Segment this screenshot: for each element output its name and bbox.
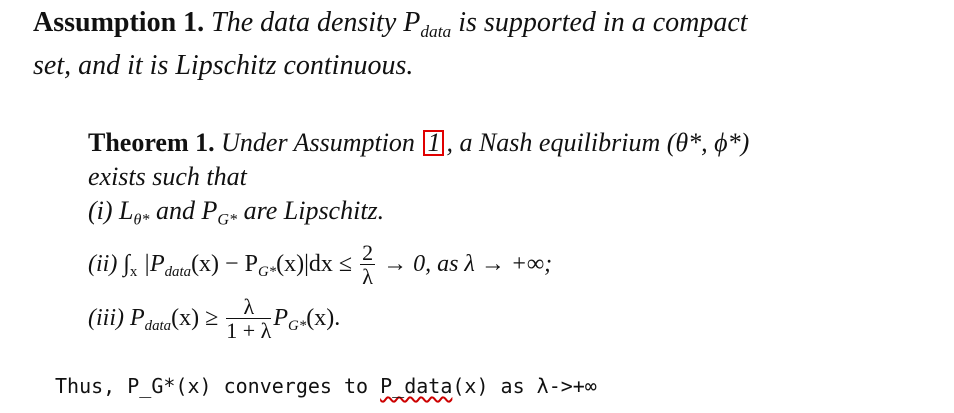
fraction-two-over-lambda: $\frac{2}{\lambda}$ — [362, 240, 374, 289]
theorem-item-1: (i) $L_{\theta*}$ and $P_{G*}$ are Lipschitz. — [88, 196, 385, 229]
assumption-text-1: The data density — [211, 7, 404, 38]
assumption-symbol: P — [403, 7, 421, 38]
theorem-text-2: , a Nash equilibrium (θ*, ϕ*) — [446, 128, 750, 157]
theorem-block — [88, 126, 908, 238]
assumption-label: Assumption 1. — [33, 7, 205, 38]
fraction-lambda-over-one-plus-lambda: $\frac{\lambda}{1 + \lambda}$ — [226, 294, 272, 343]
theorem-item-3: (iii) $P_{data}(x)$ ≥ $\frac{\lambda}{1 + \lambda}$ $P_{G*}(x)$. — [88, 294, 341, 343]
assumption-reference-link[interactable]: 1 — [423, 130, 444, 156]
theorem-text-1: Under Assumption — [221, 128, 415, 157]
assumption-text-2: is supported in a compact — [451, 7, 748, 38]
theorem-label: Theorem 1. — [88, 128, 215, 157]
note-line — [55, 374, 597, 398]
note-text-before: Thus, P_G*(x) converges to — [55, 374, 381, 398]
assumption-block — [33, 6, 933, 83]
note-text-after: (x) as λ->+∞ — [452, 374, 597, 398]
note-spellcheck-word: P_data — [380, 374, 453, 398]
theorem-item-2: (ii) $\int_x$ $|P_{data}(x) - P_{G*}(x)|dx$ ≤ $\frac{2}{\lambda}$ → 0, as λ → +∞; — [88, 240, 553, 289]
assumption-line-2: set, and it is Lipschitz continuous. — [33, 50, 414, 82]
assumption-symbol-sub: data — [420, 22, 452, 42]
theorem-line-2: exists such that — [88, 162, 247, 191]
